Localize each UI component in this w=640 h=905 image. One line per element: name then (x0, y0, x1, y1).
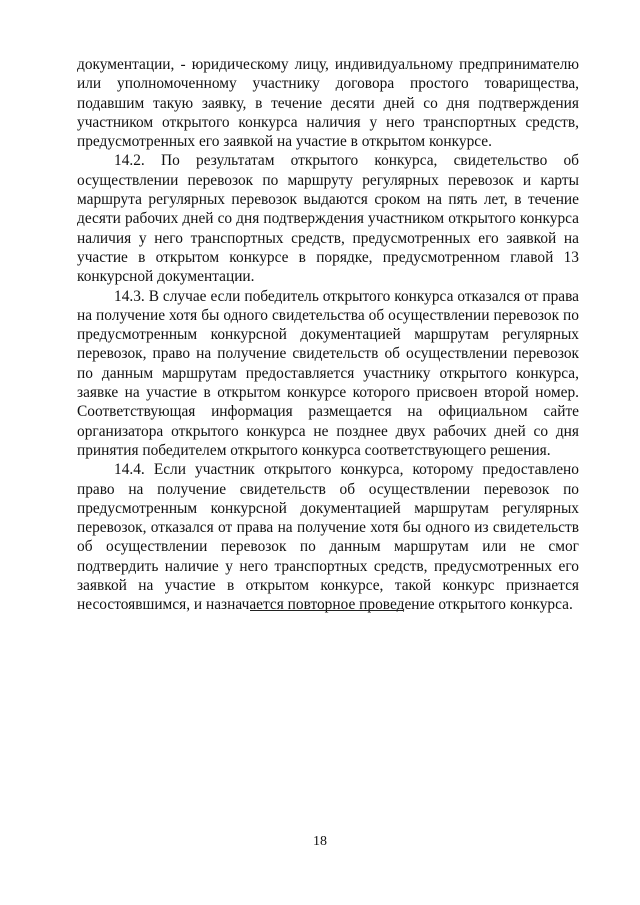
paragraph-continuation: документации, - юридическому лицу, индивидуальному предпринимателю или уполномоченному участнику договора простого товарищества, подавшим такую заявку, в течение десяти дней со дня подтверждения участником открытого конкурса наличия у него транспортных средств, предусмотренных его заявкой на участие в открытом конкурсе. (77, 56, 579, 151)
page-content (77, 55, 579, 615)
page-number: 18 (313, 834, 327, 849)
paragraph-14-2: 14.2. По результатам открытого конкурса, свидетельство об осуществлении перевозок по маршруту регулярных перевозок и карты маршрута регулярных перевозок выдаются сроком на пять лет, в течение десяти рабочих дней со дня подтверждения участником открытого конкурса наличия у него транспортных средств, предусмотренных его заявкой на участие в открытом конкурсе в порядке, предусмотренном главой 13 конкурсной документации. (77, 152, 579, 286)
paragraph-14-4: 14.4. Если участник открытого конкурса, которому предоставлено право на получение свидетельств об осуществлении перевозок по предусмотренным конкурсной документацией маршрутам регулярных перевозок, отказался от права на получение хотя бы одного из свидетельств об осуществлении перевозок по данным маршрутам или не смог подтвердить наличие у него транспортных средств, предусмотренных его заявкой на участие в открытом конкурсе, такой конкурс признается несостоявшимся, и назначается повторное проведение открытого конкурса. (77, 461, 579, 614)
end-separator-line (250, 610, 403, 611)
paragraph-14-3: 14.3. В случае если победитель открытого конкурса отказался от права на получение хотя бы одного свидетельства об осуществлении перевозок по предусмотренным конкурсной документацией маршрутам регулярных перевозок, право на получение свидетельств об осуществлении перевозок по данным маршрутам предоставляется участнику открытого конкурса, заявке на участие в открытом конкурсе которого присвоен второй номер. Соответствующая информация размещается на официальном сайте организатора открытого конкурса не позднее двух рабочих дней со дня принятия победителем открытого конкурса соответствующего решения. (77, 287, 579, 459)
